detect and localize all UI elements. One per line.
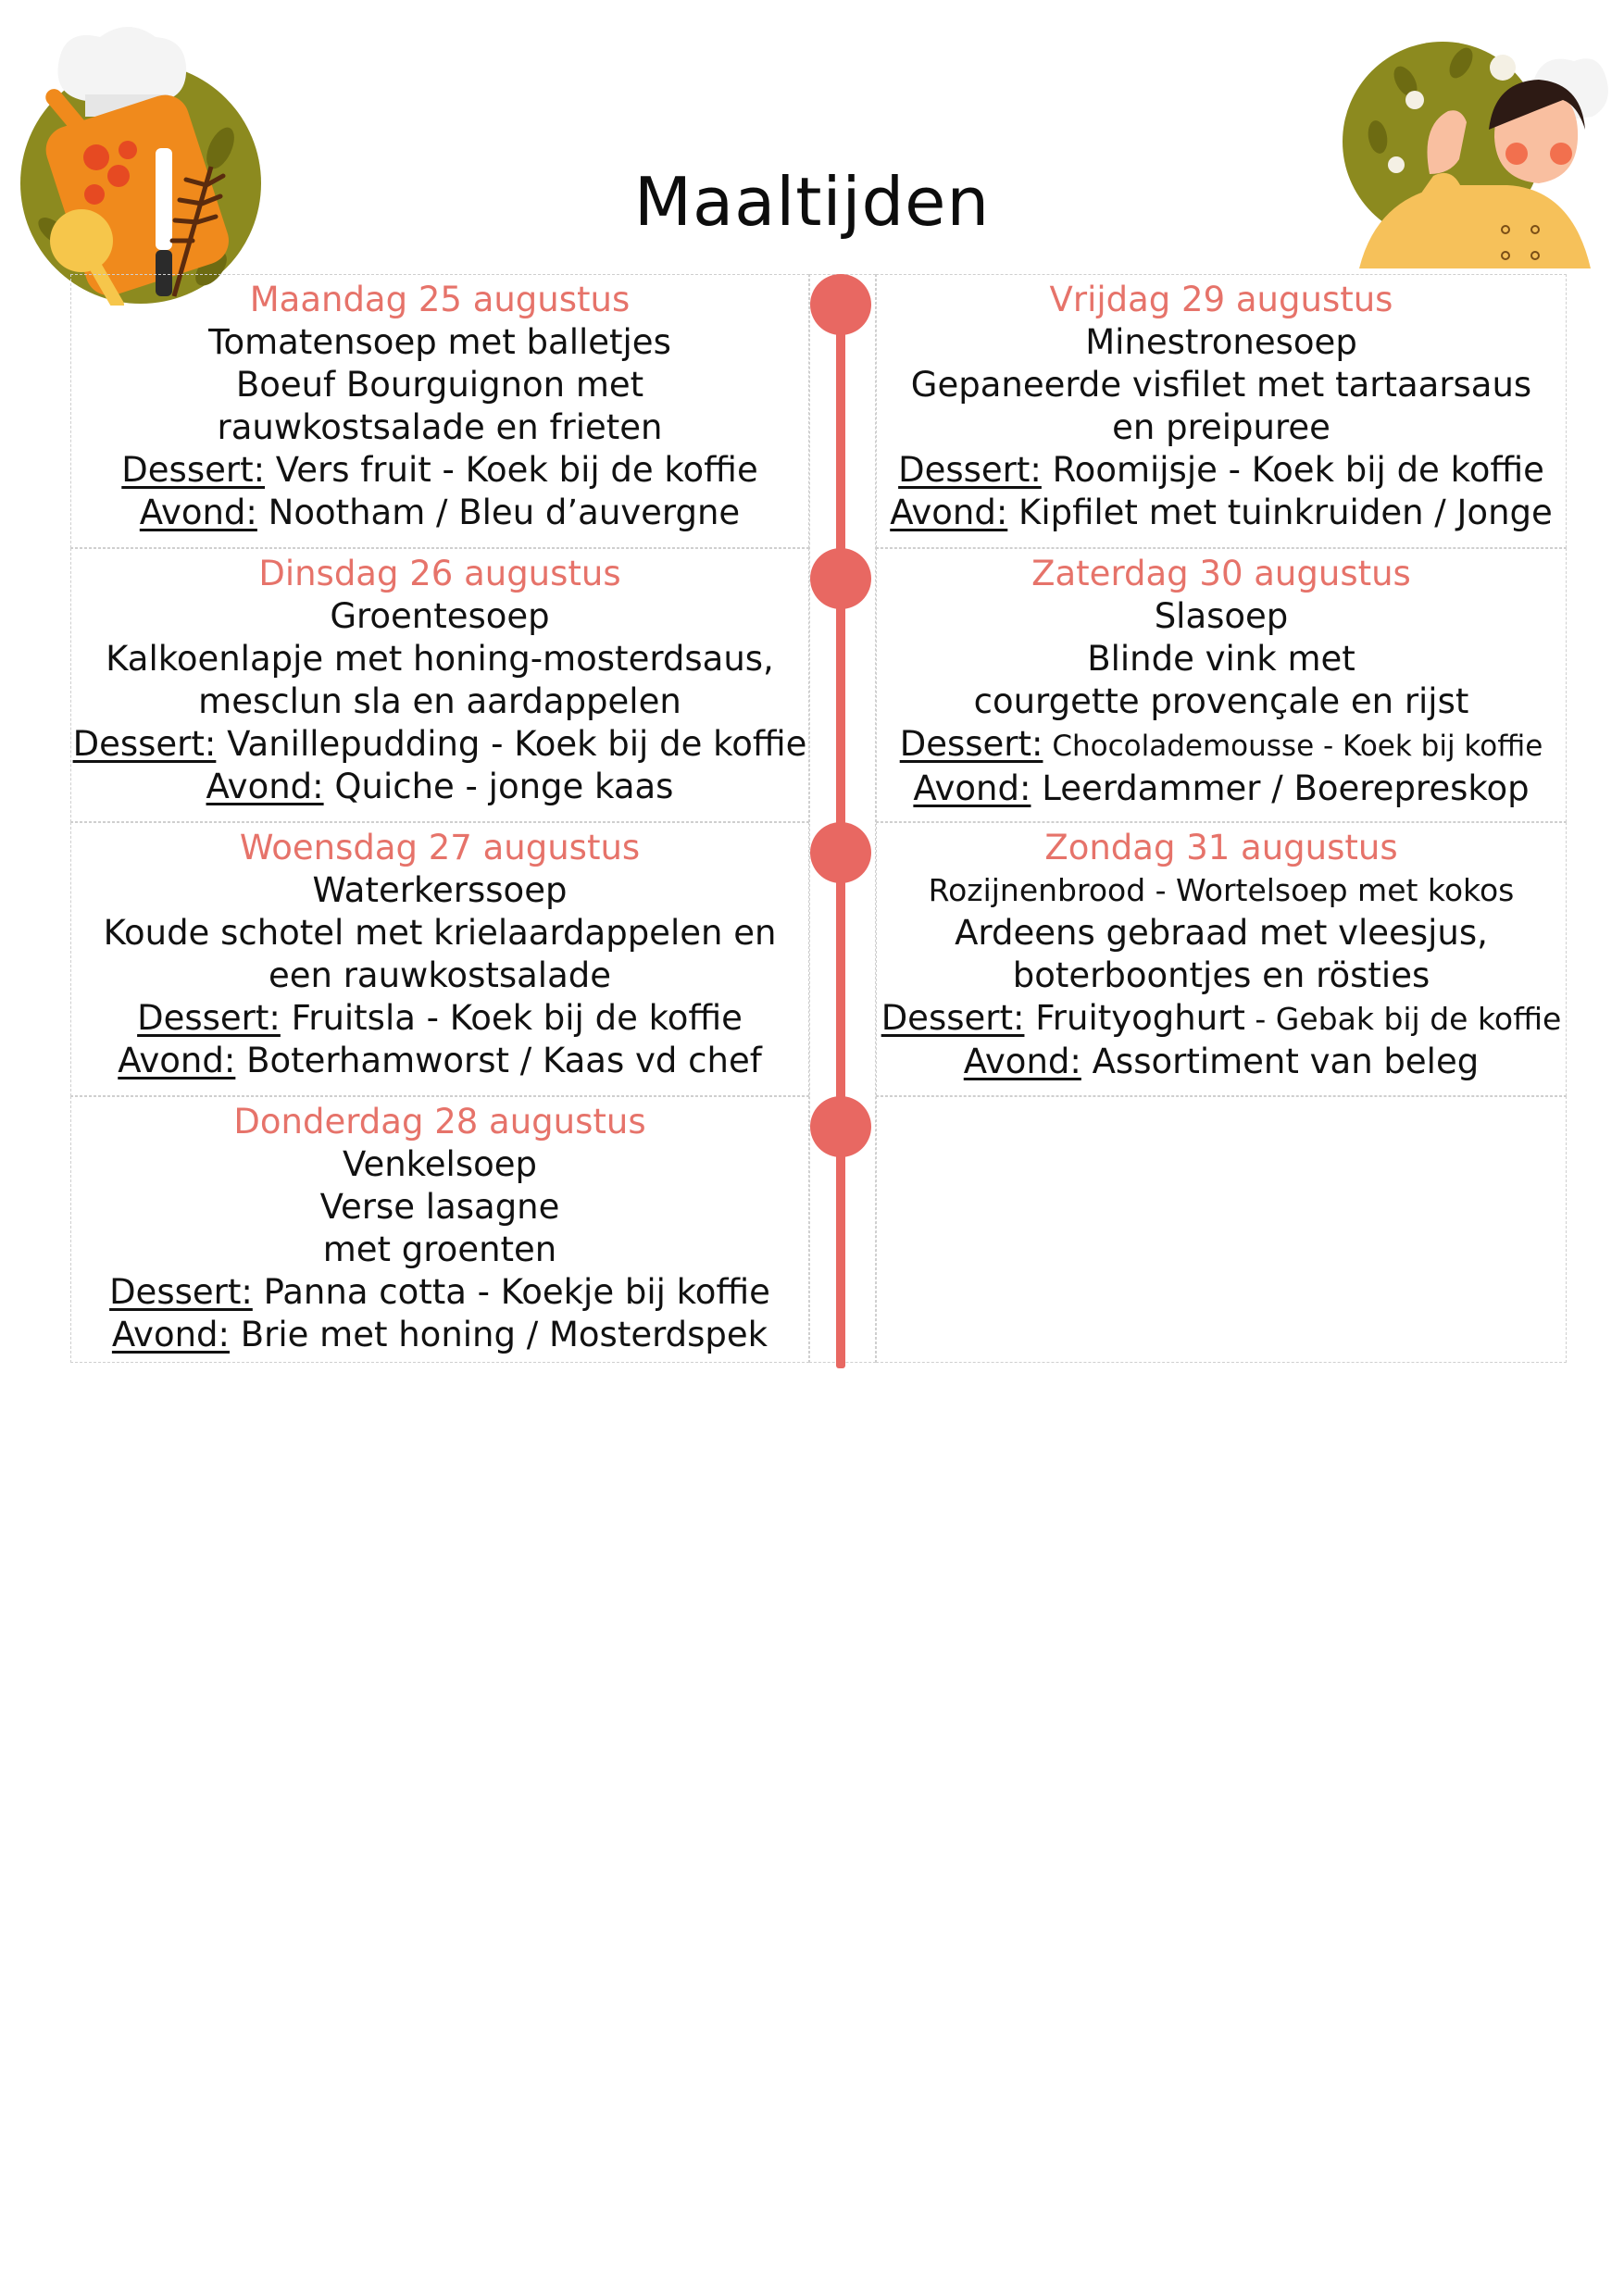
dessert-line — [898, 449, 1544, 492]
day-heading: Donderdag 28 augustus — [233, 1102, 646, 1142]
main-dish-line-2: met groenten — [322, 1229, 557, 1269]
dessert-value: Roomijsje - Koek bij de koffie — [1041, 450, 1544, 490]
evening-line — [112, 1314, 768, 1356]
day-cell-monday — [70, 274, 809, 548]
day-heading: Woensdag 27 augustus — [239, 828, 641, 867]
timeline-dot — [810, 822, 871, 883]
day-cell-saturday — [876, 548, 1567, 822]
dessert-value: Vanillepudding - Koek bij de koffie — [216, 724, 807, 764]
main-dish-line-1: Boeuf Bourguignon met — [235, 365, 644, 405]
evening-label: Avond: — [111, 1315, 230, 1354]
soup: Slasoep — [1154, 596, 1289, 636]
dessert-line — [137, 997, 743, 1040]
dessert-label: Dessert: — [881, 998, 1025, 1038]
timeline-dot — [810, 548, 871, 609]
dessert-line — [900, 723, 1543, 767]
main-dish-line-1: Koude schotel met krielaardappelen en — [103, 913, 777, 953]
dessert-label: Dessert: — [898, 450, 1042, 490]
day-cell-sunday — [876, 822, 1567, 1096]
day-heading: Zaterdag 30 augustus — [1031, 554, 1411, 593]
main-dish-line-2: rauwkostsalade en frieten — [217, 407, 663, 447]
evening-line — [206, 766, 674, 808]
empty-cell — [876, 1096, 1567, 1363]
main-dish-line-2: boterboontjes en rösties — [1012, 955, 1430, 995]
evening-value: Nootham / Bleu d’auvergne — [256, 493, 741, 532]
day-heading: Maandag 25 augustus — [249, 280, 631, 319]
dessert-label: Dessert: — [137, 998, 281, 1038]
main-dish-line-1: Verse lasagne — [319, 1187, 560, 1227]
dessert-value: Vers fruit - Koek bij de koffie — [265, 450, 758, 490]
dessert-line — [881, 997, 1562, 1041]
dessert-label: Dessert: — [72, 724, 217, 764]
evening-line — [140, 492, 740, 534]
kitchen-board-icon — [17, 19, 267, 306]
dessert-label: Dessert: — [109, 1272, 253, 1312]
evening-label: Avond: — [913, 768, 1031, 808]
dessert-label: Dessert: — [121, 450, 266, 490]
soup: Groentesoep — [330, 596, 550, 636]
main-dish-line-1: Gepaneerde visfilet met tartaarsaus — [910, 365, 1532, 405]
soup: Rozijnenbrood - Wortelsoep met kokos — [928, 872, 1515, 908]
evening-label: Avond: — [139, 493, 257, 532]
main-dish-line-2: mesclun sla en aardappelen — [198, 681, 681, 721]
main-dish-line-1: Ardeens gebraad met vleesjus, — [955, 913, 1488, 953]
evening-label: Avond: — [118, 1041, 236, 1080]
day-cell-friday — [876, 274, 1567, 548]
timeline-dot — [810, 274, 871, 335]
timeline-dot — [810, 1096, 871, 1157]
dessert-coffee-value: - Gebak bij de koffie — [1244, 1001, 1562, 1037]
main-dish-line-1: Kalkoenlapje met honing-mosterdsaus, — [106, 639, 774, 679]
day-cell-thursday — [70, 1096, 809, 1363]
evening-label: Avond: — [963, 1042, 1081, 1081]
day-heading: Dinsdag 26 augustus — [258, 554, 621, 593]
evening-line — [890, 492, 1553, 534]
main-dish-line-2: een rauwkostsalade — [268, 955, 612, 995]
dessert-line — [73, 723, 807, 766]
evening-value: Brie met honing / Mosterdspek — [230, 1315, 768, 1354]
evening-label: Avond: — [206, 767, 324, 806]
page-title: Maaltijden — [633, 163, 991, 241]
evening-line — [913, 767, 1529, 810]
soup: Tomatensoep met balletjes — [208, 322, 671, 362]
dessert-line — [109, 1271, 770, 1314]
dessert-value: Panna cotta - Koekje bij koffie — [252, 1272, 770, 1312]
main-dish-line-2: courgette provençale en rijst — [973, 681, 1469, 721]
evening-label: Avond: — [890, 493, 1008, 532]
evening-value: Assortiment van beleg — [1081, 1042, 1480, 1081]
day-heading: Vrijdag 29 augustus — [1049, 280, 1393, 319]
soup: Venkelsoep — [343, 1144, 537, 1184]
day-heading: Zondag 31 augustus — [1044, 828, 1398, 867]
day-cell-wednesday — [70, 822, 809, 1096]
evening-line — [964, 1041, 1479, 1083]
evening-line — [118, 1040, 761, 1082]
dessert-line — [121, 449, 757, 492]
soup: Minestronesoep — [1085, 322, 1357, 362]
evening-value: Leerdammer / Boerepreskop — [1031, 768, 1530, 808]
evening-value: Boterhamworst / Kaas vd chef — [235, 1041, 762, 1080]
dessert-value: Fruitsla - Koek bij de koffie — [280, 998, 743, 1038]
main-dish-line-1: Blinde vink met — [1087, 639, 1355, 679]
dessert-value: Fruityoghurt — [1024, 998, 1245, 1038]
meal-schedule — [70, 274, 1567, 1363]
day-cell-tuesday — [70, 548, 809, 822]
soup: Waterkerssoep — [312, 870, 568, 910]
main-dish-line-2: en preipuree — [1112, 407, 1330, 447]
dessert-value: Chocolademousse - Koek bij koffie — [1043, 730, 1543, 763]
evening-value: Quiche - jonge kaas — [323, 767, 674, 806]
dessert-label: Dessert: — [899, 724, 1043, 764]
evening-value: Kipfilet met tuinkruiden / Jonge — [1007, 493, 1553, 532]
